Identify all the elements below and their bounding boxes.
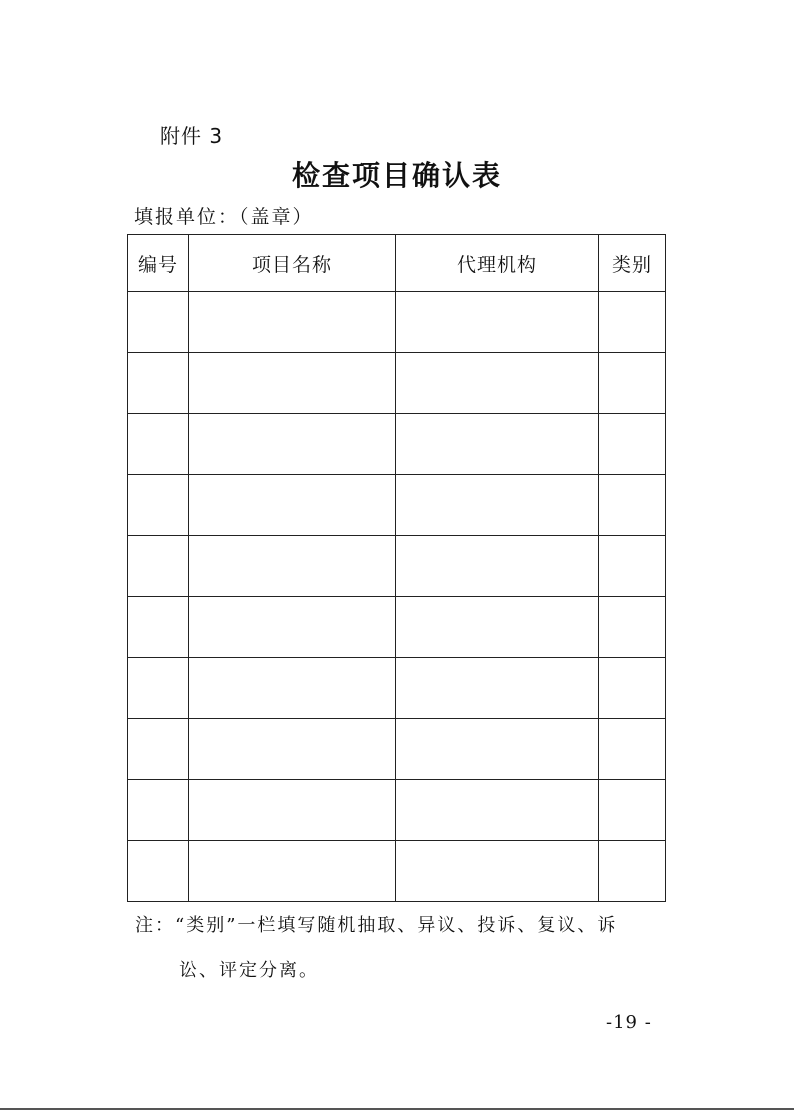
- table-cell: [599, 597, 666, 658]
- page-number: -19 -: [606, 1012, 652, 1033]
- attachment-label: 附件 3: [160, 124, 224, 148]
- table-cell: [128, 475, 189, 536]
- table-cell: [189, 658, 396, 719]
- table-cell: [396, 780, 599, 841]
- table-cell: [189, 414, 396, 475]
- header-agency: 代理机构: [396, 235, 599, 292]
- table-cell: [599, 841, 666, 902]
- table-row: [128, 719, 666, 780]
- table-cell: [599, 292, 666, 353]
- table-cell: [599, 536, 666, 597]
- header-number: 编号: [128, 235, 189, 292]
- table-row: [128, 536, 666, 597]
- table-cell: [396, 353, 599, 414]
- table-cell: [396, 597, 599, 658]
- table-row: [128, 658, 666, 719]
- table-cell: [396, 719, 599, 780]
- table-cell: [128, 841, 189, 902]
- table-cell: [128, 414, 189, 475]
- table-row: [128, 841, 666, 902]
- table-row: [128, 597, 666, 658]
- table-cell: [599, 414, 666, 475]
- table-row: [128, 353, 666, 414]
- table-cell: [599, 353, 666, 414]
- table-cell: [396, 536, 599, 597]
- table-cell: [189, 597, 396, 658]
- table-cell: [396, 292, 599, 353]
- table-cell: [189, 292, 396, 353]
- table-cell: [189, 780, 396, 841]
- confirmation-table: [127, 234, 666, 902]
- table-row: [128, 475, 666, 536]
- table-header-row: [128, 235, 666, 292]
- reporting-unit-line: 填报单位：（盖章）: [134, 206, 314, 228]
- table-row: [128, 780, 666, 841]
- table-cell: [189, 536, 396, 597]
- table-cell: [189, 841, 396, 902]
- table-row: [128, 292, 666, 353]
- document-title: 检查项目确认表: [291, 159, 502, 192]
- table-cell: [396, 841, 599, 902]
- table-cell: [599, 475, 666, 536]
- table-row: [128, 414, 666, 475]
- table-cell: [128, 353, 189, 414]
- table-cell: [396, 414, 599, 475]
- header-category: 类别: [599, 235, 666, 292]
- table-cell: [128, 658, 189, 719]
- table-cell: [599, 658, 666, 719]
- table-cell: [396, 475, 599, 536]
- footnote-continuation: 讼、评定分离。: [179, 960, 319, 981]
- table-cell: [189, 475, 396, 536]
- table-cell: [396, 658, 599, 719]
- header-project-name: 项目名称: [189, 235, 396, 292]
- table-cell: [189, 353, 396, 414]
- footnote: 注：“类别”一栏填写随机抽取、异议、投诉、复议、诉: [135, 915, 618, 936]
- table-cell: [599, 780, 666, 841]
- table-cell: [189, 719, 396, 780]
- table-cell: [128, 536, 189, 597]
- table-cell: [128, 597, 189, 658]
- scan-bottom-edge: [0, 1108, 794, 1110]
- table-cell: [128, 292, 189, 353]
- table-body: [128, 292, 666, 902]
- table-cell: [128, 719, 189, 780]
- table-cell: [599, 719, 666, 780]
- table-cell: [128, 780, 189, 841]
